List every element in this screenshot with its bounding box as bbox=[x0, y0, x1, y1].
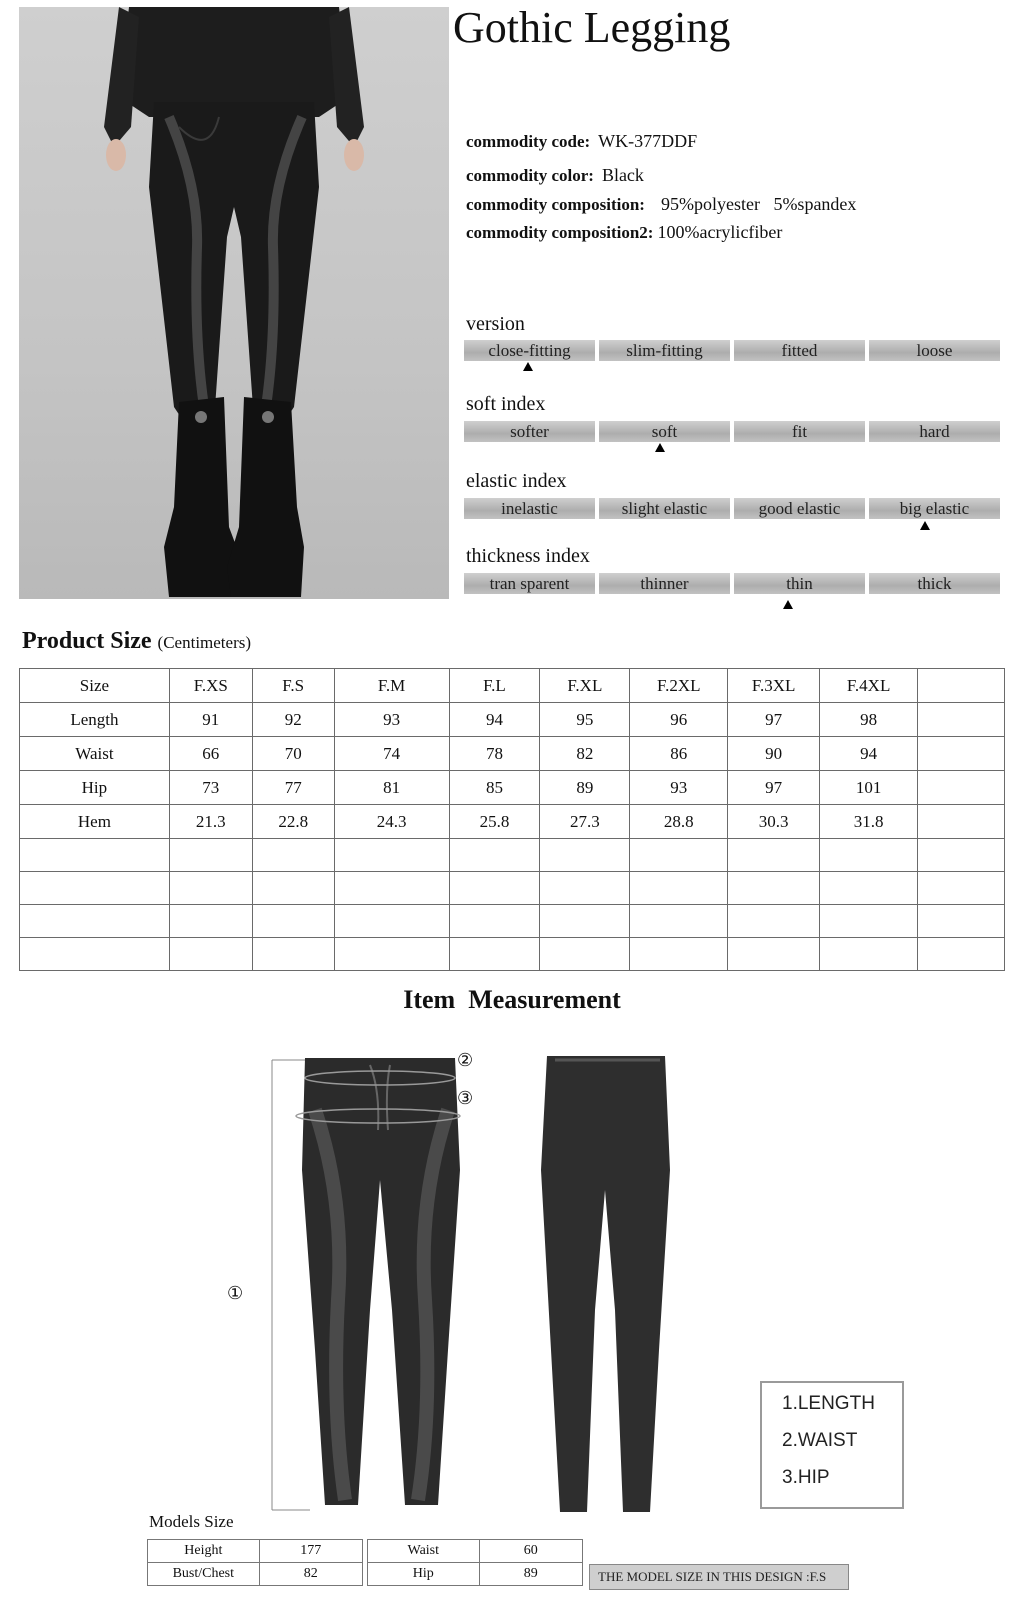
spec-composition2-label: commodity composition2: bbox=[466, 223, 654, 242]
table-cell: 97 bbox=[728, 771, 820, 805]
table-cell: F.S bbox=[252, 669, 334, 703]
table-cell bbox=[449, 905, 540, 938]
table-cell: 77 bbox=[252, 771, 334, 805]
table-cell bbox=[630, 938, 728, 971]
table-cell bbox=[169, 872, 252, 905]
table-cell: Hem bbox=[20, 805, 170, 839]
table-cell bbox=[20, 839, 170, 872]
scale-marker-elastic bbox=[920, 521, 930, 530]
scale-title-soft: soft index bbox=[466, 393, 546, 415]
table-cell bbox=[449, 938, 540, 971]
table-cell bbox=[728, 872, 820, 905]
table-cell bbox=[20, 938, 170, 971]
table-header-row bbox=[20, 669, 1005, 703]
table-cell: F.2XL bbox=[630, 669, 728, 703]
scale-option: slim-fitting bbox=[599, 340, 730, 361]
table-cell bbox=[918, 805, 1005, 839]
product-photo bbox=[19, 7, 449, 599]
size-table bbox=[19, 668, 1005, 971]
table-row bbox=[20, 771, 1005, 805]
spec-code bbox=[466, 131, 697, 152]
spec-composition-label: commodity composition: bbox=[466, 195, 645, 214]
table-cell bbox=[918, 839, 1005, 872]
scale-option: tran sparent bbox=[464, 573, 595, 594]
table-cell: 30.3 bbox=[728, 805, 820, 839]
table-cell bbox=[820, 905, 918, 938]
table-cell: 93 bbox=[334, 703, 449, 737]
table-cell: 66 bbox=[169, 737, 252, 771]
marker-waist: ② bbox=[457, 1050, 474, 1071]
scale-option: soft bbox=[599, 421, 730, 442]
table-cell bbox=[169, 938, 252, 971]
table-cell: F.XL bbox=[540, 669, 630, 703]
scale-title-thickness: thickness index bbox=[466, 545, 590, 567]
table-cell bbox=[449, 872, 540, 905]
table-row bbox=[20, 703, 1005, 737]
table-cell bbox=[918, 669, 1005, 703]
scale-option: big elastic bbox=[869, 498, 1000, 519]
legend-waist: 2.WAIST bbox=[782, 1430, 858, 1451]
table-cell: 90 bbox=[728, 737, 820, 771]
model-value: 177 bbox=[259, 1540, 362, 1563]
table-cell: 73 bbox=[169, 771, 252, 805]
table-cell bbox=[918, 905, 1005, 938]
table-cell bbox=[728, 938, 820, 971]
table-cell bbox=[540, 905, 630, 938]
measurement-legend bbox=[760, 1381, 904, 1509]
model-label: Waist bbox=[368, 1540, 480, 1563]
spec-color bbox=[466, 165, 644, 186]
table-cell bbox=[540, 839, 630, 872]
table-cell: 95 bbox=[540, 703, 630, 737]
table-cell bbox=[334, 938, 449, 971]
table-cell bbox=[252, 905, 334, 938]
table-cell: 85 bbox=[449, 771, 540, 805]
table-cell bbox=[334, 905, 449, 938]
table-cell: 91 bbox=[169, 703, 252, 737]
models-table-left bbox=[147, 1539, 363, 1586]
table-cell: 74 bbox=[334, 737, 449, 771]
measurement-title: Item Measurement bbox=[403, 985, 621, 1014]
table-cell: 27.3 bbox=[540, 805, 630, 839]
spec-composition-value: 95%polyester 5%spandex bbox=[660, 194, 857, 214]
scale-marker-thickness bbox=[783, 600, 793, 609]
table-cell: 82 bbox=[540, 737, 630, 771]
table-cell bbox=[630, 839, 728, 872]
model-value: 60 bbox=[479, 1540, 582, 1563]
table-cell: 78 bbox=[449, 737, 540, 771]
spec-code-label: commodity code: bbox=[466, 132, 591, 151]
product-title: Gothic Legging bbox=[453, 3, 731, 52]
table-cell bbox=[20, 872, 170, 905]
table-row-empty bbox=[20, 839, 1005, 872]
table-cell: 28.8 bbox=[630, 805, 728, 839]
table-row bbox=[20, 737, 1005, 771]
marker-hip: ③ bbox=[457, 1088, 474, 1109]
table-cell: 31.8 bbox=[820, 805, 918, 839]
scale-thickness bbox=[464, 573, 1000, 594]
table-cell bbox=[728, 839, 820, 872]
scale-option: thin bbox=[734, 573, 865, 594]
legend-hip: 3.HIP bbox=[782, 1467, 830, 1488]
scale-option: fitted bbox=[734, 340, 865, 361]
scale-option: good elastic bbox=[734, 498, 865, 519]
size-table-unit: (Centimeters) bbox=[157, 633, 252, 652]
scale-option: close-fitting bbox=[464, 340, 595, 361]
table-cell bbox=[820, 938, 918, 971]
model-label: Bust/Chest bbox=[148, 1563, 260, 1586]
scale-option: thick bbox=[869, 573, 1000, 594]
models-size-title: Models Size bbox=[149, 1512, 234, 1531]
table-row-empty bbox=[20, 905, 1005, 938]
scale-soft bbox=[464, 421, 1000, 442]
table-cell: Size bbox=[20, 669, 170, 703]
table-cell: 94 bbox=[449, 703, 540, 737]
table-cell: 93 bbox=[630, 771, 728, 805]
models-table-right bbox=[367, 1539, 583, 1586]
table-cell bbox=[252, 872, 334, 905]
spec-color-value: Black bbox=[601, 165, 644, 185]
spec-color-label: commodity color: bbox=[466, 166, 594, 185]
table-cell: Waist bbox=[20, 737, 170, 771]
table-cell bbox=[334, 839, 449, 872]
scale-version bbox=[464, 340, 1000, 361]
table-cell: 70 bbox=[252, 737, 334, 771]
table-cell: F.3XL bbox=[728, 669, 820, 703]
table-cell bbox=[820, 872, 918, 905]
table-cell bbox=[540, 872, 630, 905]
table-cell bbox=[252, 839, 334, 872]
table-cell bbox=[449, 839, 540, 872]
scale-option: softer bbox=[464, 421, 595, 442]
back-view-illustration bbox=[535, 1050, 675, 1520]
table-cell: F.4XL bbox=[820, 669, 918, 703]
size-table-title bbox=[22, 628, 251, 655]
table-cell bbox=[728, 905, 820, 938]
table-cell bbox=[169, 905, 252, 938]
table-cell bbox=[334, 872, 449, 905]
table-cell bbox=[20, 905, 170, 938]
scale-option: fit bbox=[734, 421, 865, 442]
table-cell bbox=[630, 905, 728, 938]
model-label: Height bbox=[148, 1540, 260, 1563]
table-cell bbox=[918, 703, 1005, 737]
scale-option: hard bbox=[869, 421, 1000, 442]
table-cell bbox=[169, 839, 252, 872]
scale-option: slight elastic bbox=[599, 498, 730, 519]
table-cell: 101 bbox=[820, 771, 918, 805]
scale-marker-version bbox=[523, 362, 533, 371]
spec-code-value: WK-377DDF bbox=[598, 131, 698, 151]
table-cell bbox=[540, 938, 630, 971]
scale-title-version: version bbox=[466, 313, 525, 335]
scale-title-elastic: elastic index bbox=[466, 470, 567, 492]
table-cell: 96 bbox=[630, 703, 728, 737]
scale-option: inelastic bbox=[464, 498, 595, 519]
size-table-title-text: Product Size bbox=[22, 628, 152, 654]
table-cell bbox=[918, 938, 1005, 971]
legend-length: 1.LENGTH bbox=[782, 1393, 875, 1414]
model-value: 82 bbox=[259, 1563, 362, 1586]
table-cell: 22.8 bbox=[252, 805, 334, 839]
scale-option: loose bbox=[869, 340, 1000, 361]
model-wearing-leggings-illustration bbox=[19, 7, 449, 599]
model-label: Hip bbox=[368, 1563, 480, 1586]
table-row-empty bbox=[20, 872, 1005, 905]
table-cell: F.M bbox=[334, 669, 449, 703]
table-cell: Hip bbox=[20, 771, 170, 805]
table-cell: Length bbox=[20, 703, 170, 737]
table-cell: 25.8 bbox=[449, 805, 540, 839]
model-value: 89 bbox=[479, 1563, 582, 1586]
table-cell: 94 bbox=[820, 737, 918, 771]
scale-elastic bbox=[464, 498, 1000, 519]
table-cell: 89 bbox=[540, 771, 630, 805]
marker-length: ① bbox=[227, 1283, 244, 1304]
scale-marker-soft bbox=[655, 443, 665, 452]
model-size-note: THE MODEL SIZE IN THIS DESIGN :F.S bbox=[589, 1564, 849, 1590]
table-cell bbox=[820, 839, 918, 872]
table-cell bbox=[630, 872, 728, 905]
scale-option: thinner bbox=[599, 573, 730, 594]
spec-composition2-value: 100%acrylicfiber bbox=[657, 222, 783, 242]
table-cell: 97 bbox=[728, 703, 820, 737]
table-cell: F.L bbox=[449, 669, 540, 703]
table-cell bbox=[918, 872, 1005, 905]
spec-composition2 bbox=[466, 222, 782, 243]
table-cell: 86 bbox=[630, 737, 728, 771]
table-cell: 98 bbox=[820, 703, 918, 737]
table-cell bbox=[918, 737, 1005, 771]
table-row-empty bbox=[20, 938, 1005, 971]
table-cell: 92 bbox=[252, 703, 334, 737]
table-cell bbox=[918, 771, 1005, 805]
table-cell: 24.3 bbox=[334, 805, 449, 839]
table-cell: 81 bbox=[334, 771, 449, 805]
spec-composition bbox=[466, 194, 856, 215]
table-row bbox=[20, 805, 1005, 839]
table-cell: F.XS bbox=[169, 669, 252, 703]
table-cell: 21.3 bbox=[169, 805, 252, 839]
table-cell bbox=[252, 938, 334, 971]
